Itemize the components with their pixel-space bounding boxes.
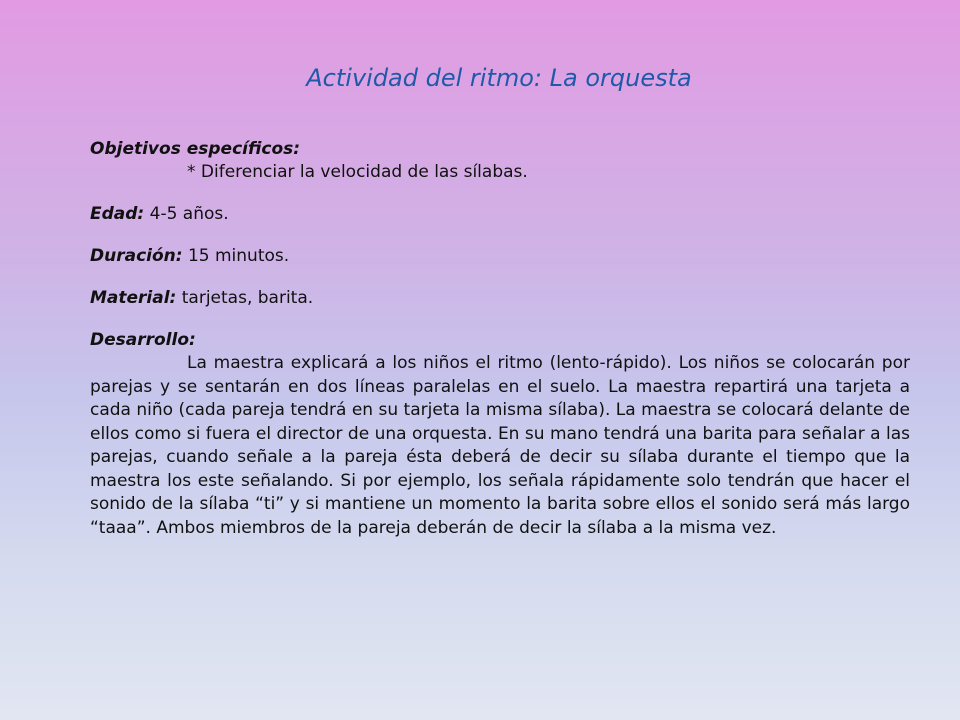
edad-section	[90, 203, 910, 226]
objetivos-section	[90, 138, 910, 184]
material-section	[90, 287, 910, 310]
desarrollo-text: La maestra explicará a los niños el ritmo (lento-rápido). Los niños se colocarán por parejas y se sentarán en dos líneas paralelas en el suelo. La maestra repartirá una tarjeta a cada niño (cada pareja tendrá en su tarjeta la misma sílaba). La maestra se colocará delante de ellos como si fuera el director de una orquesta. En su mano tendrá una barita para señalar a las parejas, cuando señale a la pareja ésta deberá de decir su sílaba durante el tiempo que la maestra los este señalando. Si por ejemplo, los señala rápidamente solo tendrán que hacer el sonido de la sílaba “ti” y si mantiene un momento la barita sobre ellos el sonido será más largo “taaa”. Ambos miembros de la pareja deberán de decir la sílaba a la misma vez.	[90, 353, 910, 538]
objetivos-label: Objetivos específicos:	[90, 139, 301, 159]
slide-content	[90, 138, 910, 540]
objetivos-item: * Diferenciar la velocidad de las sílabas.	[187, 162, 528, 182]
edad-label: Edad:	[90, 204, 145, 224]
edad-value: 4-5 años.	[144, 204, 229, 224]
duracion-section	[90, 245, 910, 268]
material-label: Material:	[90, 288, 177, 308]
material-value: tarjetas, barita.	[176, 288, 314, 308]
duracion-label: Duración:	[90, 246, 183, 266]
slide-title: Actividad del ritmo: La orquesta	[306, 64, 692, 92]
duracion-value: 15 minutos.	[182, 246, 290, 266]
desarrollo-section	[90, 329, 910, 540]
desarrollo-label: Desarrollo:	[90, 330, 196, 350]
